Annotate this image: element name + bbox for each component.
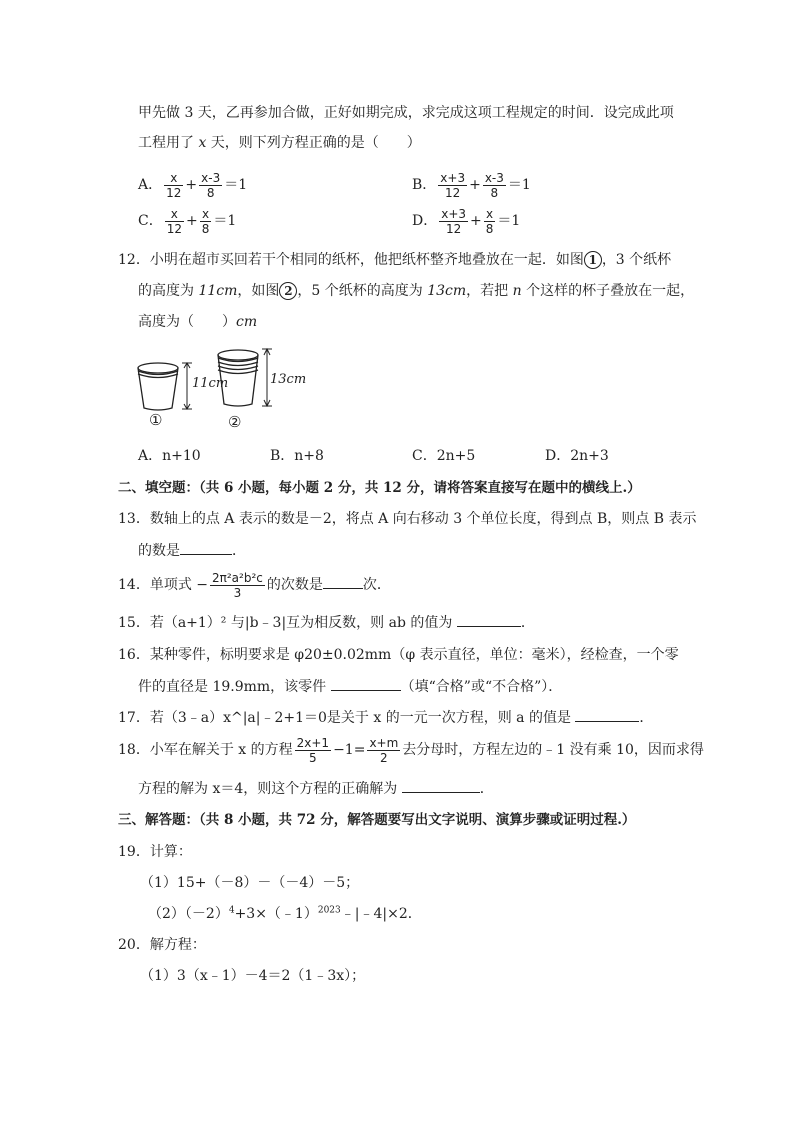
q12-line1: 12．小明在超市买回若干个相同的纸杯，他把纸杯整齐地叠放在一起．如图 1 ，3 个纸杯 bbox=[118, 252, 672, 268]
answer-blank-18 bbox=[402, 778, 480, 793]
q20-title: 20．解方程： bbox=[118, 937, 206, 953]
q14: 14．单项式 − $\frac{\text{2π²a²b²c}}{3}$ 的次数是 次． bbox=[118, 570, 391, 600]
figure-ref-1: 1 bbox=[584, 251, 602, 269]
q12-line2: 的高度为 11cm，如图 2 ，5 个纸杯的高度为 13cm，若把 n 个这样的杯子叠放在一起， bbox=[138, 283, 695, 299]
answer-blank-17 bbox=[575, 707, 639, 722]
answer-blank-16 bbox=[331, 676, 401, 691]
q12-option-b: B．n+8 bbox=[270, 448, 324, 464]
answer-blank-15 bbox=[457, 612, 521, 627]
q11-option-a: A． $\frac{x}{12}$ + $\frac{x-3}{8}$ ＝1 bbox=[138, 170, 248, 200]
q12-option-d: D．2n+3 bbox=[545, 448, 609, 464]
height-arrow-1 bbox=[182, 363, 192, 409]
q16-line2: 件的直径是 19.9mm，该零件 （填“合格”或“不合格”）． bbox=[138, 676, 562, 697]
q19-title: 19．计算： bbox=[118, 844, 192, 860]
q16-line1: 16．某种零件，标明要求是 φ20±0.02mm（φ 表示直径，单位：毫米），经检查，一个零 bbox=[118, 647, 679, 663]
q11-line2: 工程用了 x 天，则下列方程正确的是（ ） bbox=[138, 135, 421, 151]
q19-part1: （1）15+（－8）－（－4）－5； bbox=[140, 875, 360, 891]
q11-option-c: C． $\frac{x}{12}$ + $\frac{x}{8}$ ＝1 bbox=[138, 206, 237, 236]
q12-line3: 高度为（ ）cm bbox=[138, 314, 258, 330]
q20-part1: （1）3（x﹣1）－4＝2（1﹣3x）； bbox=[140, 968, 366, 984]
fig1-number: ① bbox=[149, 411, 163, 429]
section-2-heading: 二、填空题：（共 6 小题，每小题 2 分，共 12 分，请将答案直接写在题中的横线上.） bbox=[118, 480, 641, 496]
q13-line2: 的数是 ． bbox=[138, 540, 246, 561]
q17: 17．若（3﹣a）x^|a|﹣2+1＝0是关于 x 的一元一次方程，则 a 的值是 ． bbox=[118, 707, 653, 728]
section-3-heading: 三、解答题：（共 8 小题，共 72 分，解答题要写出文字说明、演算步骤或证明过程.） bbox=[118, 812, 636, 828]
q12-option-a: A．n+10 bbox=[138, 448, 201, 464]
q13-line1: 13．数轴上的点 A 表示的数是－2，将点 A 向右移动 3 个单位长度，得到点 B，则点 B 表示 bbox=[118, 511, 697, 527]
q11-line1: 甲先做 3 天，乙再参加合做，正好如期完成，求完成这项工程规定的时间．设完成此项 bbox=[138, 105, 674, 121]
cup-stack-1 bbox=[138, 363, 178, 410]
q15: 15．若（a+1）² 与|b﹣3|互为相反数，则 ab 的值为 ． bbox=[118, 612, 535, 633]
q12-option-c: C．2n+5 bbox=[412, 448, 476, 464]
fig2-height-label: 13cm bbox=[270, 372, 307, 387]
fig1-height-label: 11cm bbox=[192, 376, 229, 391]
answer-blank-14 bbox=[323, 574, 363, 589]
q18-line1: 18．小军在解关于 x 的方程 $\frac{2x+1}{5}$ −1= $\frac{x+m}{2}$ 去分母时，方程左边的﹣1 没有乘 10，因而求得 bbox=[118, 735, 704, 765]
q11-option-b: B． $\frac{x+3}{12}$ + $\frac{x-3}{8}$ ＝1 bbox=[412, 170, 531, 200]
figure-ref-2: 2 bbox=[279, 282, 297, 300]
q18-line2: 方程的解为 x＝4，则这个方程的正确解为 ． bbox=[138, 778, 494, 799]
fig2-number: ② bbox=[228, 413, 242, 431]
answer-blank-13 bbox=[180, 540, 232, 555]
q19-part2: $(2)(-2)^4+3\times(﹣1)^{2023}﹣|﹣4|\times 2$． bbox=[148, 905, 422, 922]
q11-option-d: D． $\frac{x+3}{12}$ + $\frac{x}{8}$ ＝1 bbox=[412, 206, 521, 236]
